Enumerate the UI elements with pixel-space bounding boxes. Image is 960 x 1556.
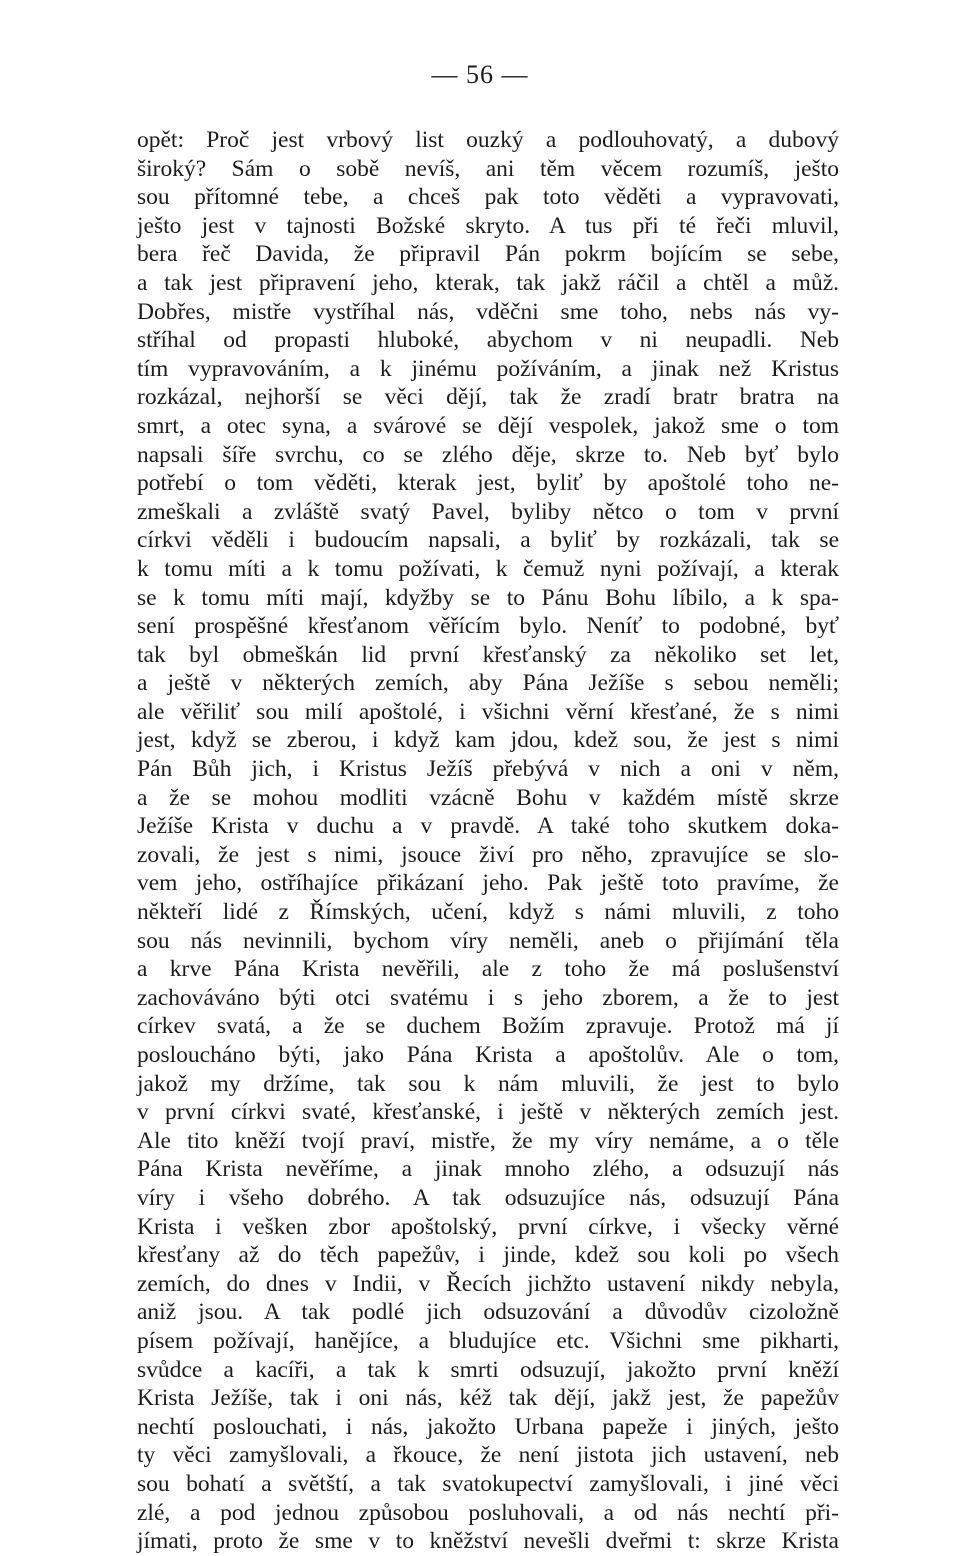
text-line: Pán Bůh jich, i Kristus Ježíš přebývá v nich a oni v něm, bbox=[137, 756, 839, 783]
text-line: Krista i vešken zbor apoštolský, první církve, i všecky věrné bbox=[137, 1213, 839, 1240]
text-line: Ježíše Krista v duchu a v pravdě. A také toho skutkem doka- bbox=[137, 813, 839, 840]
text-line: křesťany až do těch papežův, i jinde, kdež sou koli po všech bbox=[137, 1242, 839, 1269]
text-line: svůdce a kacíři, a tak k smrti odsuzují, jakožto první kněží bbox=[137, 1356, 839, 1383]
text-line: stříhal od propasti hluboké, abychom v ni neupadli. Neb bbox=[137, 327, 839, 354]
text-line: jakož my držíme, tak sou k nám mluvili, že jest to bylo bbox=[137, 1070, 839, 1097]
text-line: tím vypravováním, a k jinému požíváním, a jinak než Kristus bbox=[137, 355, 839, 382]
body-text bbox=[137, 126, 839, 1556]
text-line: potřebí o tom věděti, kterak jest, byliť by apoštolé toho ne- bbox=[137, 470, 839, 497]
text-line: víry i všeho dobrého. A tak odsuzujíce nás, odsuzují Pána bbox=[137, 1184, 839, 1211]
text-line: Pána Krista nevěříme, a jinak mnoho zlého, a odsuzují nás bbox=[137, 1156, 839, 1183]
text-line: sou bohatí a světští, a tak svatokupectví zamyšlovali, i jiné věci bbox=[137, 1470, 839, 1497]
text-line: široký? Sám o sobě nevíš, ani těm věcem rozumíš, ješto bbox=[137, 155, 839, 182]
page-number: — 56 — bbox=[431, 60, 529, 89]
text-line: zmeškali a zvláště svatý Pavel, byliby nětco o tom v první bbox=[137, 498, 839, 525]
text-line: v první církvi svaté, křesťanské, i ještě v některých zemích jest. bbox=[137, 1099, 839, 1126]
text-line: Krista Ježíše, tak i oni nás, kéž tak dějí, jakž jest, že papežův bbox=[137, 1385, 839, 1412]
text-line: se k tomu míti mají, kdyžby se to Pánu Bohu líbilo, a k spa- bbox=[137, 584, 839, 611]
text-line: zlé, a pod jednou způsobou posluhovali, a od nás nechtí při- bbox=[137, 1499, 839, 1526]
text-line: sení prospěšné křesťanom věřícím bylo. Neníť to podobné, byť bbox=[137, 613, 839, 640]
text-line: někteří lidé z Římských, učení, když s námi mluvili, z toho bbox=[137, 899, 839, 926]
text-line: a ještě v některých zemích, aby Pána Ježíše s sebou neměli; bbox=[137, 670, 839, 697]
text-line: smrt, a otec syna, a svárové se dějí vespolek, jakož sme o tom bbox=[137, 412, 839, 439]
text-line: Dobřes, mistře vystříhal nás, vděčni sme toho, nebs nás vy- bbox=[137, 298, 839, 325]
text-line: a tak jest připravení jeho, kterak, tak jakž ráčil a chtěl a můž. bbox=[137, 269, 839, 296]
text-line: zovali, že jest s nimi, jsouce živí pro něho, zpravujíce se slo- bbox=[137, 841, 839, 868]
text-line: zachováváno býti otci svatému i s jeho zborem, a že to jest bbox=[137, 984, 839, 1011]
text-line: zemích, do dnes v Indii, v Řecích jichžto ustavení nikdy nebyla, bbox=[137, 1270, 839, 1297]
text-line: napsali šíře svrchu, co se zlého děje, skrze to. Neb byť bylo bbox=[137, 441, 839, 468]
text-line: jímati, proto že sme v to kněžství nevešli dveřmi t: skrze Krista bbox=[137, 1528, 839, 1555]
text-line: opět: Proč jest vrbový list ouzký a podlouhovatý, a dubový bbox=[137, 127, 839, 153]
text-line: písem požívají, hanějíce, a bludujíce etc. Všichni sme pikharti, bbox=[137, 1327, 839, 1354]
text-line: a že se mohou modliti vzácně Bohu v každém místě skrze bbox=[137, 784, 839, 811]
text-line: bera řeč Davida, že připravil Pán pokrm bojícím se sebe, bbox=[137, 241, 839, 268]
text-line: Ale tito kněží tvojí praví, mistře, že my víry nemáme, a o těle bbox=[137, 1127, 839, 1154]
text-line: jest, když se zberou, i když kam jdou, kdež sou, že jest s nimi bbox=[137, 727, 839, 754]
text-line: ty věci zamyšlovali, a řkouce, že není jistota jich ustavení, neb bbox=[137, 1442, 839, 1469]
text-line: sou nás nevinnili, bychom víry neměli, aneb o přijímání těla bbox=[137, 927, 839, 954]
text-line: rozkázal, nejhorší se věci dějí, tak že zradí bratr bratra na bbox=[137, 384, 839, 411]
text-line: k tomu míti a k tomu požívati, k čemuž nyni požívají, a kterak bbox=[137, 555, 839, 582]
text-line: vem jeho, ostříhajíce přikázaní jeho. Pak ještě toto pravíme, že bbox=[137, 870, 839, 897]
text-line: církvi věděli i budoucím napsali, a byliť by rozkázali, tak se bbox=[137, 527, 839, 554]
text-line: ješto jest v tajnosti Božské skryto. A tus při té řeči mluvil, bbox=[137, 212, 839, 239]
text-line: sou přítomné tebe, a chceš pak toto věděti a vypravovati, bbox=[137, 184, 839, 211]
text-line: ale věřiliť sou milí apoštolé, i všichni věrní křesťané, že s nimi bbox=[137, 698, 839, 725]
text-line: aniž jsou. A tak podlé jich odsuzování a důvodův cizoložně bbox=[137, 1299, 839, 1326]
text-line: nechtí poslouchati, i nás, jakožto Urbana papeže i jiných, ješto bbox=[137, 1413, 839, 1440]
text-line: tak byl obmeškán lid první křesťanský za několiko set let, bbox=[137, 641, 839, 668]
text-line: posloucháno býti, jako Pána Krista a apoštolův. Ale o tom, bbox=[137, 1042, 839, 1068]
text-line: a krve Pána Krista nevěřili, ale z toho že má poslušenství bbox=[137, 956, 839, 983]
text-line: církev svatá, a že se duchem Božím zpravuje. Protož má jí bbox=[137, 1013, 839, 1040]
